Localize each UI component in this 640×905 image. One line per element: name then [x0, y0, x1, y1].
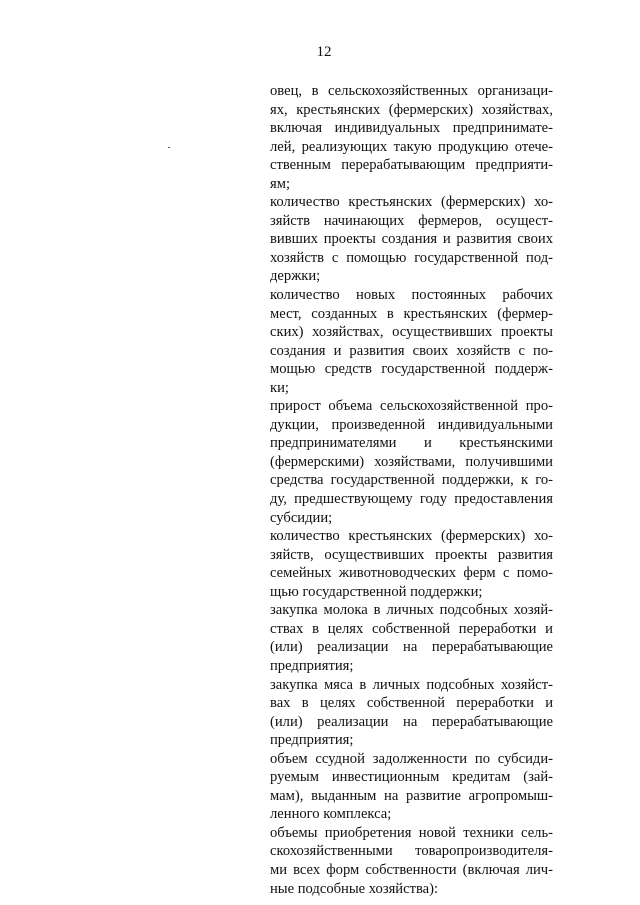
text-line: ду, предшествующему году предоставления	[270, 491, 553, 508]
text-line: лей, реализующих такую продукцию отече-	[270, 138, 553, 155]
text-line: ственным перерабатывающим предприяти-	[270, 157, 553, 174]
text-line: ми всех форм собственности (включая лич-	[270, 861, 553, 878]
text-line: (или) реализации на перерабатывающие	[270, 639, 553, 656]
text-line: зяйств, осуществивших проекты развития	[270, 546, 553, 563]
text-line: создания и развития своих хозяйств с по-	[270, 342, 553, 359]
paragraph	[270, 527, 553, 601]
text-line: мощью средств государственной поддерж-	[270, 361, 553, 378]
text-line: ям;	[270, 175, 291, 192]
paragraph	[270, 601, 553, 675]
text-line: предприятия;	[270, 657, 354, 674]
text-line: мест, созданных в крестьянских (фермер-	[270, 305, 553, 322]
text-line: объем ссудной задолженности по субсиди-	[270, 750, 553, 767]
text-line: вах в целях собственной переработки и	[270, 695, 553, 712]
paragraph	[270, 824, 553, 898]
text-line: предпринимателями и крестьянскими	[270, 435, 553, 452]
text-line: семейных животноводческих ферм с помо-	[270, 565, 553, 582]
text-line: ствах в целях собственной переработки и	[270, 620, 553, 637]
text-line: (фермерскими) хозяйствами, получившими	[270, 453, 553, 470]
page-number: 12	[316, 44, 332, 60]
text-line: ских) хозяйствах, осуществивших проекты	[270, 324, 553, 341]
text-line: мам), выданным на развитие агропромыш-	[270, 787, 553, 804]
text-line: руемым инвестиционным кредитам (зай-	[270, 769, 553, 786]
text-line: субсидии;	[270, 509, 333, 526]
text-line: зяйств начинающих фермеров, осущест-	[270, 212, 553, 229]
paragraph	[270, 397, 553, 527]
text-line: овец, в сельскохозяйственных организаци-	[270, 83, 553, 99]
text-line: ки;	[270, 379, 289, 396]
paragraph	[270, 193, 553, 286]
text-line: включая индивидуальных предпринимате-	[270, 120, 553, 137]
text-line: закупка мяса в личных подсобных хозяйст-	[270, 676, 553, 693]
paragraph	[270, 286, 553, 397]
text-line: ные подсобные хозяйства):	[270, 880, 439, 897]
text-line: (или) реализации на перерабатывающие	[270, 713, 553, 730]
text-line: количество крестьянских (фермерских) хо-	[270, 528, 553, 545]
scan-speck	[168, 147, 170, 148]
text-line: ленного комплекса;	[270, 806, 392, 823]
text-line: предприятия;	[270, 732, 354, 749]
paragraph	[270, 750, 553, 824]
text-line: щью государственной поддержки;	[270, 583, 483, 600]
text-line: вивших проекты создания и развития своих	[270, 231, 553, 248]
paragraph	[270, 676, 553, 750]
text-line: ях, крестьянских (фермерских) хозяйствах,	[270, 101, 553, 118]
paragraph	[270, 82, 553, 193]
text-line: закупка молока в личных подсобных хозяй-	[270, 602, 553, 619]
text-line: прирост объема сельскохозяйственной про-	[270, 398, 553, 415]
text-line: количество новых постоянных рабочих	[270, 287, 553, 304]
text-line: количество крестьянских (фермерских) хо-	[270, 194, 553, 211]
text-line: хозяйств с помощью государственной под-	[270, 249, 553, 266]
text-line: дукции, произведенной индивидуальными	[270, 416, 553, 433]
text-line: средства государственной поддержки, к го-	[270, 472, 553, 489]
text-line: держки;	[270, 268, 321, 285]
text-line: скохозяйственными товаропроизводителя-	[270, 843, 553, 860]
body-text	[270, 82, 553, 898]
text-line: объемы приобретения новой техники сель-	[270, 824, 553, 841]
